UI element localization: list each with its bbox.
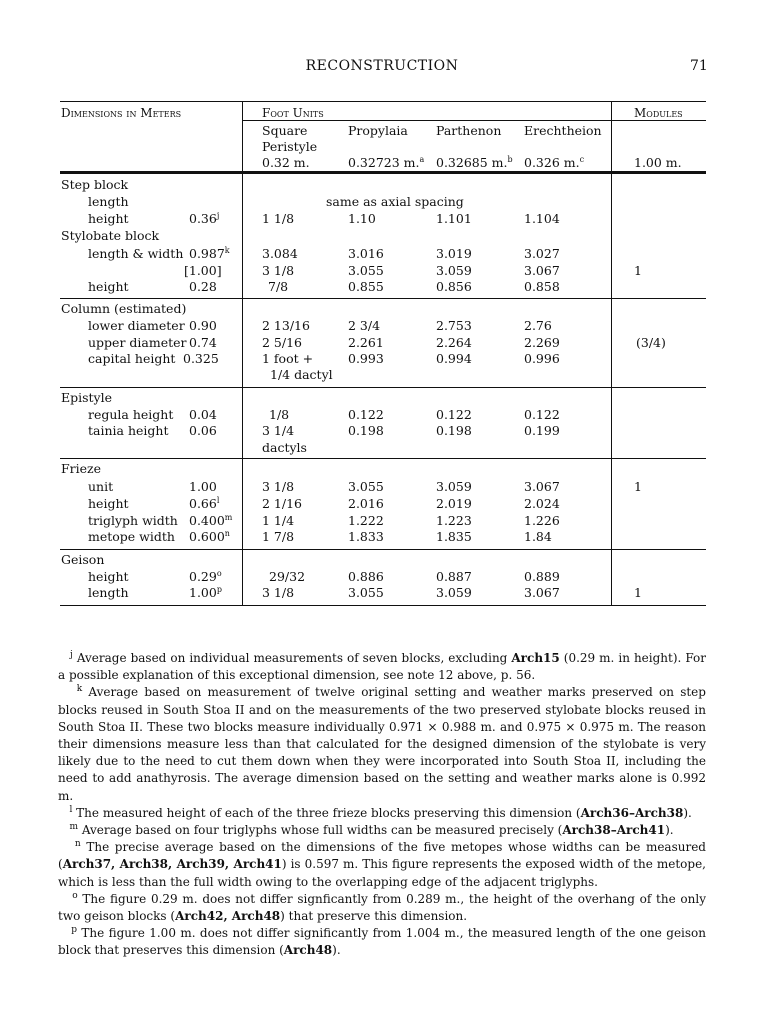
cell-module: 1 — [634, 263, 642, 278]
cell-meters: 0.06 — [189, 423, 217, 438]
square-peristyle-header: Square — [262, 123, 308, 138]
cell: 1.101 — [436, 211, 472, 226]
cell: 0.122 — [436, 407, 472, 422]
cell: 2.264 — [436, 335, 472, 350]
unit-square: 0.32 m. — [262, 155, 310, 170]
cell: 3.027 — [524, 246, 560, 261]
unit-erechtheion: 0.326 m.$^c$ — [524, 154, 585, 170]
unit-modules: 1.00 m. — [634, 155, 682, 170]
cell: 2.024 — [524, 496, 560, 511]
footnote-n: $^n$ The precise average based on the dimensions of the five metopes whose widths can be measured (Arch37, Arch38, Arch39, Arch41) is 0.597 m. This figure represents the exposed width of the metope, which is less than the full width owing to the overlapping edge of the adjacent triglyphs. — [58, 839, 706, 889]
cell: 3.059 — [436, 479, 472, 494]
cell: 0.996 — [524, 351, 560, 366]
cell: 2 13/16 — [262, 318, 310, 333]
cell: dactyls — [262, 440, 307, 455]
parthenon-header: Parthenon — [436, 123, 502, 138]
cell: 1.223 — [436, 513, 472, 528]
cell-meters: 0.987$^k$ — [189, 245, 230, 261]
cell: 2 1/16 — [262, 496, 302, 511]
row-label: capital height — [88, 351, 176, 366]
cell: 1.226 — [524, 513, 560, 528]
table-top-rule — [60, 101, 706, 102]
cell-meters: 0.66$^l$ — [189, 495, 220, 511]
footnote-m: $^m$ Average based on four triglyphs whose full widths can be measured precisely (Arch38–Arch41). — [69, 822, 674, 838]
cell: 0.886 — [348, 569, 384, 584]
cell: 3 1/8 — [262, 263, 295, 278]
cell-module: (3/4) — [636, 335, 666, 350]
unit-propylaia: 0.32723 m.$^a$ — [348, 154, 425, 170]
column-rule — [242, 101, 243, 606]
unit-parthenon: 0.32685 m.$^b$ — [436, 154, 513, 170]
cell: 0.855 — [348, 279, 384, 294]
cell-module: 1 — [634, 479, 642, 494]
table-bottom-rule — [60, 605, 706, 606]
row-label: length — [88, 194, 129, 209]
cell-meters: 1.00 — [189, 479, 217, 494]
propylaia-header: Propylaia — [348, 123, 408, 138]
footnote-p: $^p$ The figure 1.00 m. does not differ significantly from 1.004 m., the measured length of the one geison block that preserves this dimension (Arch48). — [58, 925, 706, 958]
cell: 2 3/4 — [348, 318, 381, 333]
section-label: Stylobate block — [61, 228, 160, 243]
cell-module: 1 — [634, 585, 642, 600]
row-label: length & width — [88, 246, 184, 261]
running-head: RECONSTRUCTION — [305, 58, 459, 74]
cell-meters: 0.04 — [189, 407, 217, 422]
row-label: unit — [88, 479, 114, 494]
cell: 0.122 — [348, 407, 384, 422]
cell: 3.016 — [348, 246, 384, 261]
row-label: regula height — [88, 407, 174, 422]
cell-meters: 0.28 — [189, 279, 217, 294]
row-label: height — [88, 496, 129, 511]
cell: 2.261 — [348, 335, 384, 350]
footnote-j: $^j$ Average based on individual measurements of seven blocks, excluding Arch15 (0.29 m. in height). For a possible explanation of this exceptional dimension, see note 12 above, p. 56. — [58, 650, 706, 683]
foot-units-header: Foot Units — [262, 106, 324, 120]
page-number: 71 — [690, 58, 708, 74]
cell: 3.055 — [348, 585, 384, 600]
cell: 3.019 — [436, 246, 472, 261]
cell: 3.067 — [524, 263, 560, 278]
cell: 1.222 — [348, 513, 384, 528]
section-label: Frieze — [61, 461, 102, 476]
cell-meters: 0.74 — [189, 335, 217, 350]
footnotes — [58, 650, 706, 960]
cell-meters: 0.325 — [183, 351, 219, 366]
cell: 1 7/8 — [262, 529, 295, 544]
row-label: length — [88, 585, 129, 600]
cell: 1 foot + — [262, 351, 314, 366]
cell: 3.055 — [348, 479, 384, 494]
cell: 2.753 — [436, 318, 472, 333]
cell: 3 1/4 — [262, 423, 295, 438]
row-label: height — [88, 569, 129, 584]
cell: 1.833 — [348, 529, 384, 544]
cell: 0.199 — [524, 423, 560, 438]
cell: 1.104 — [524, 211, 560, 226]
cell-meters: [1.00] — [184, 263, 222, 278]
section-label: Step block — [61, 177, 129, 192]
cell: 3 1/8 — [262, 585, 295, 600]
cell: 2.016 — [348, 496, 384, 511]
dimensions-header: Dimensions in Meters — [61, 106, 182, 120]
cell-meters: 0.29$^o$ — [189, 568, 222, 584]
section-rule — [60, 387, 706, 388]
cell: 0.198 — [348, 423, 384, 438]
row-label: lower diameter — [88, 318, 185, 333]
cell-meters: 0.600$^n$ — [189, 528, 230, 544]
cell-meters: 0.90 — [189, 318, 217, 333]
cell: 1 1/4 — [262, 513, 295, 528]
cell: 2.019 — [436, 496, 472, 511]
cell: 3 1/8 — [262, 479, 295, 494]
cell: 7/8 — [268, 279, 289, 294]
cell: 3.084 — [262, 246, 298, 261]
cell: 0.198 — [436, 423, 472, 438]
footnote-l: $^l$ The measured height of each of the three frieze blocks preserving this dimension (Arch36–Arch38). — [69, 804, 692, 820]
row-label: upper diameter — [88, 335, 187, 350]
cell: 3.067 — [524, 479, 560, 494]
section-rule — [60, 458, 706, 459]
row-label: metope width — [88, 529, 175, 544]
cell: 3.067 — [524, 585, 560, 600]
section-label: Epistyle — [61, 390, 113, 405]
cell: 1 1/8 — [262, 211, 295, 226]
cell: 3.059 — [436, 263, 472, 278]
footnote-o: $^o$ The figure 0.29 m. does not differ signficantly from 0.289 m., the height of the overhang of the only two geison blocks (Arch42, Arch48) that preserve this dimension. — [58, 890, 706, 924]
cell-meters: 1.00$^p$ — [189, 584, 222, 600]
cell: 2 5/16 — [262, 335, 302, 350]
section-rule — [60, 298, 706, 299]
cell: 2.269 — [524, 335, 560, 350]
cell: 29/32 — [269, 569, 306, 584]
cell-meters: 0.36$^j$ — [189, 210, 220, 226]
cell: 0.994 — [436, 351, 472, 366]
cell-note: same as axial spacing — [326, 194, 464, 209]
cell: 1.84 — [524, 529, 552, 544]
cell: 1.835 — [436, 529, 472, 544]
cell: 0.887 — [436, 569, 472, 584]
header-bottom-rule — [60, 171, 706, 174]
section-rule — [60, 549, 706, 550]
row-label: height — [88, 211, 129, 226]
cell: 1/8 — [269, 407, 290, 422]
cell: 2.76 — [524, 318, 552, 333]
cell: 1.10 — [348, 211, 376, 226]
cell: 3.059 — [436, 585, 472, 600]
modules-header: Modules — [634, 106, 683, 120]
section-label: Column (estimated) — [61, 301, 187, 316]
cell: 3.055 — [348, 263, 384, 278]
erechtheion-header: Erechtheion — [524, 123, 602, 138]
cell: 0.889 — [524, 569, 560, 584]
square-peristyle-header: Peristyle — [262, 139, 318, 154]
cell: 0.122 — [524, 407, 560, 422]
column-rule — [611, 101, 612, 606]
cell: 0.993 — [348, 351, 384, 366]
foot-units-rule — [243, 120, 706, 121]
cell-meters: 0.400$^m$ — [189, 512, 233, 528]
section-label: Geison — [61, 552, 105, 567]
row-label: height — [88, 279, 129, 294]
footnote-k: $^k$ Average based on measurement of twelve original setting and weather marks preserved on step blocks reused in South Stoa II and on the measurements of the two preserved stylobate blocks reused in South Stoa II. These two blocks measure individually 0.971 × 0.988 m. and 0.975 × 0.975 m. The reason their dimensions measure less than that calculated for the designed dimension of the stylobate is very likely due to the need to cut them down when they were incorporated into South Stoa II, including the need to add anathyrosis. The average dimension based on the setting and weather marks alone is 0.992 m. — [58, 684, 706, 803]
row-label: tainia height — [88, 423, 169, 438]
row-label: triglyph width — [88, 513, 178, 528]
cell: 0.858 — [524, 279, 560, 294]
cell: 1/4 dactyl — [270, 367, 333, 382]
cell: 0.856 — [436, 279, 472, 294]
